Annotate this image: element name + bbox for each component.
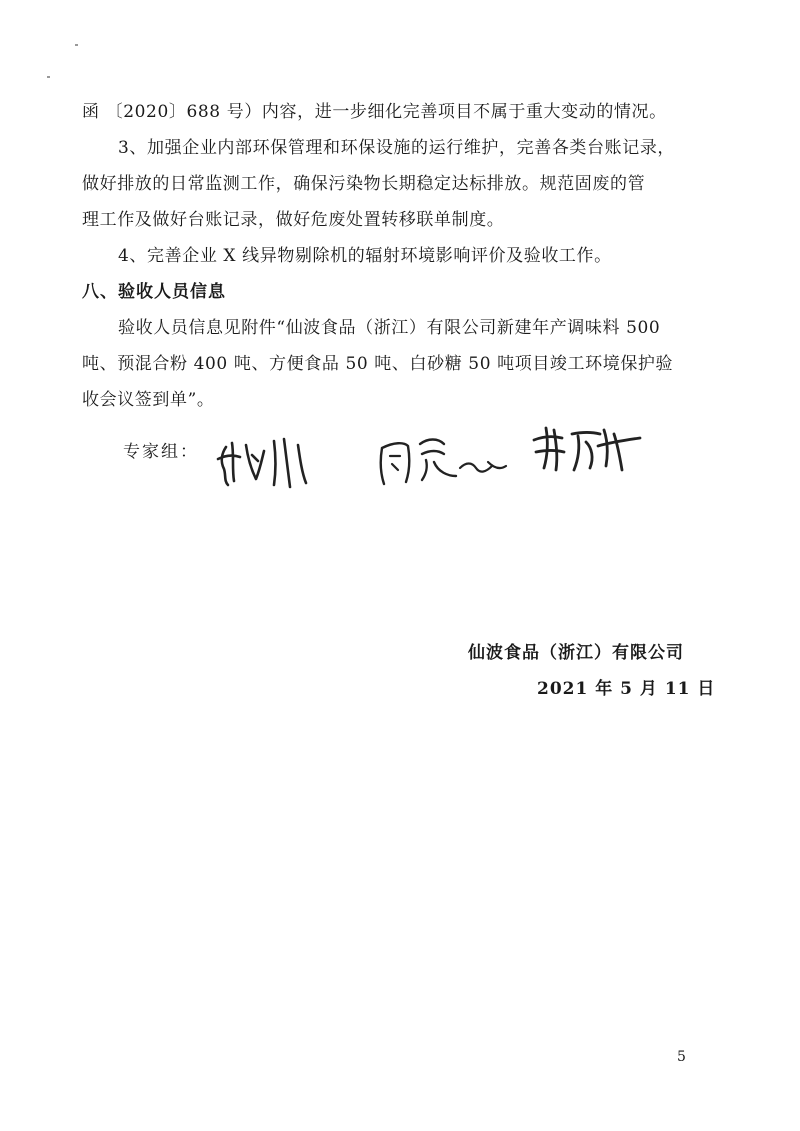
- scan-speck: [75, 44, 78, 46]
- paragraph-line: 验收人员信息见附件“仙波食品（浙江）有限公司新建年产调味料 500: [118, 318, 661, 338]
- signature-1: [212, 425, 322, 495]
- section-heading: 八、验收人员信息: [82, 282, 226, 302]
- paragraph-line: 理工作及做好台账记录，做好危废处置转移联单制度。: [82, 210, 505, 230]
- paragraph-line: 3、加强企业内部环保管理和环保设施的运行维护，完善各类台账记录，: [118, 138, 676, 158]
- signature-3: [528, 418, 648, 478]
- scan-speck: [47, 76, 50, 78]
- page-number: 5: [677, 1049, 686, 1065]
- company-name: 仙波食品（浙江）有限公司: [468, 643, 684, 663]
- signature-label: 专家组：: [123, 442, 199, 462]
- paragraph-line: 收会议签到单”。: [82, 390, 215, 410]
- paragraph-line: 吨、预混合粉 400 吨、方便食品 50 吨、白砂糖 50 吨项目竣工环境保护验: [82, 354, 674, 374]
- paragraph-line: 4、完善企业 X 线异物剔除机的辐射环境影响评价及验收工作。: [118, 246, 612, 266]
- document-date: 2021 年 5 月 11 日: [537, 679, 716, 699]
- signature-2: [368, 420, 518, 495]
- paragraph-line: 函 〔2020〕688 号）内容，进一步细化完善项目不属于重大变动的情况。: [82, 102, 667, 122]
- paragraph-line: 做好排放的日常监测工作，确保污染物长期稳定达标排放。规范固废的管: [82, 174, 646, 194]
